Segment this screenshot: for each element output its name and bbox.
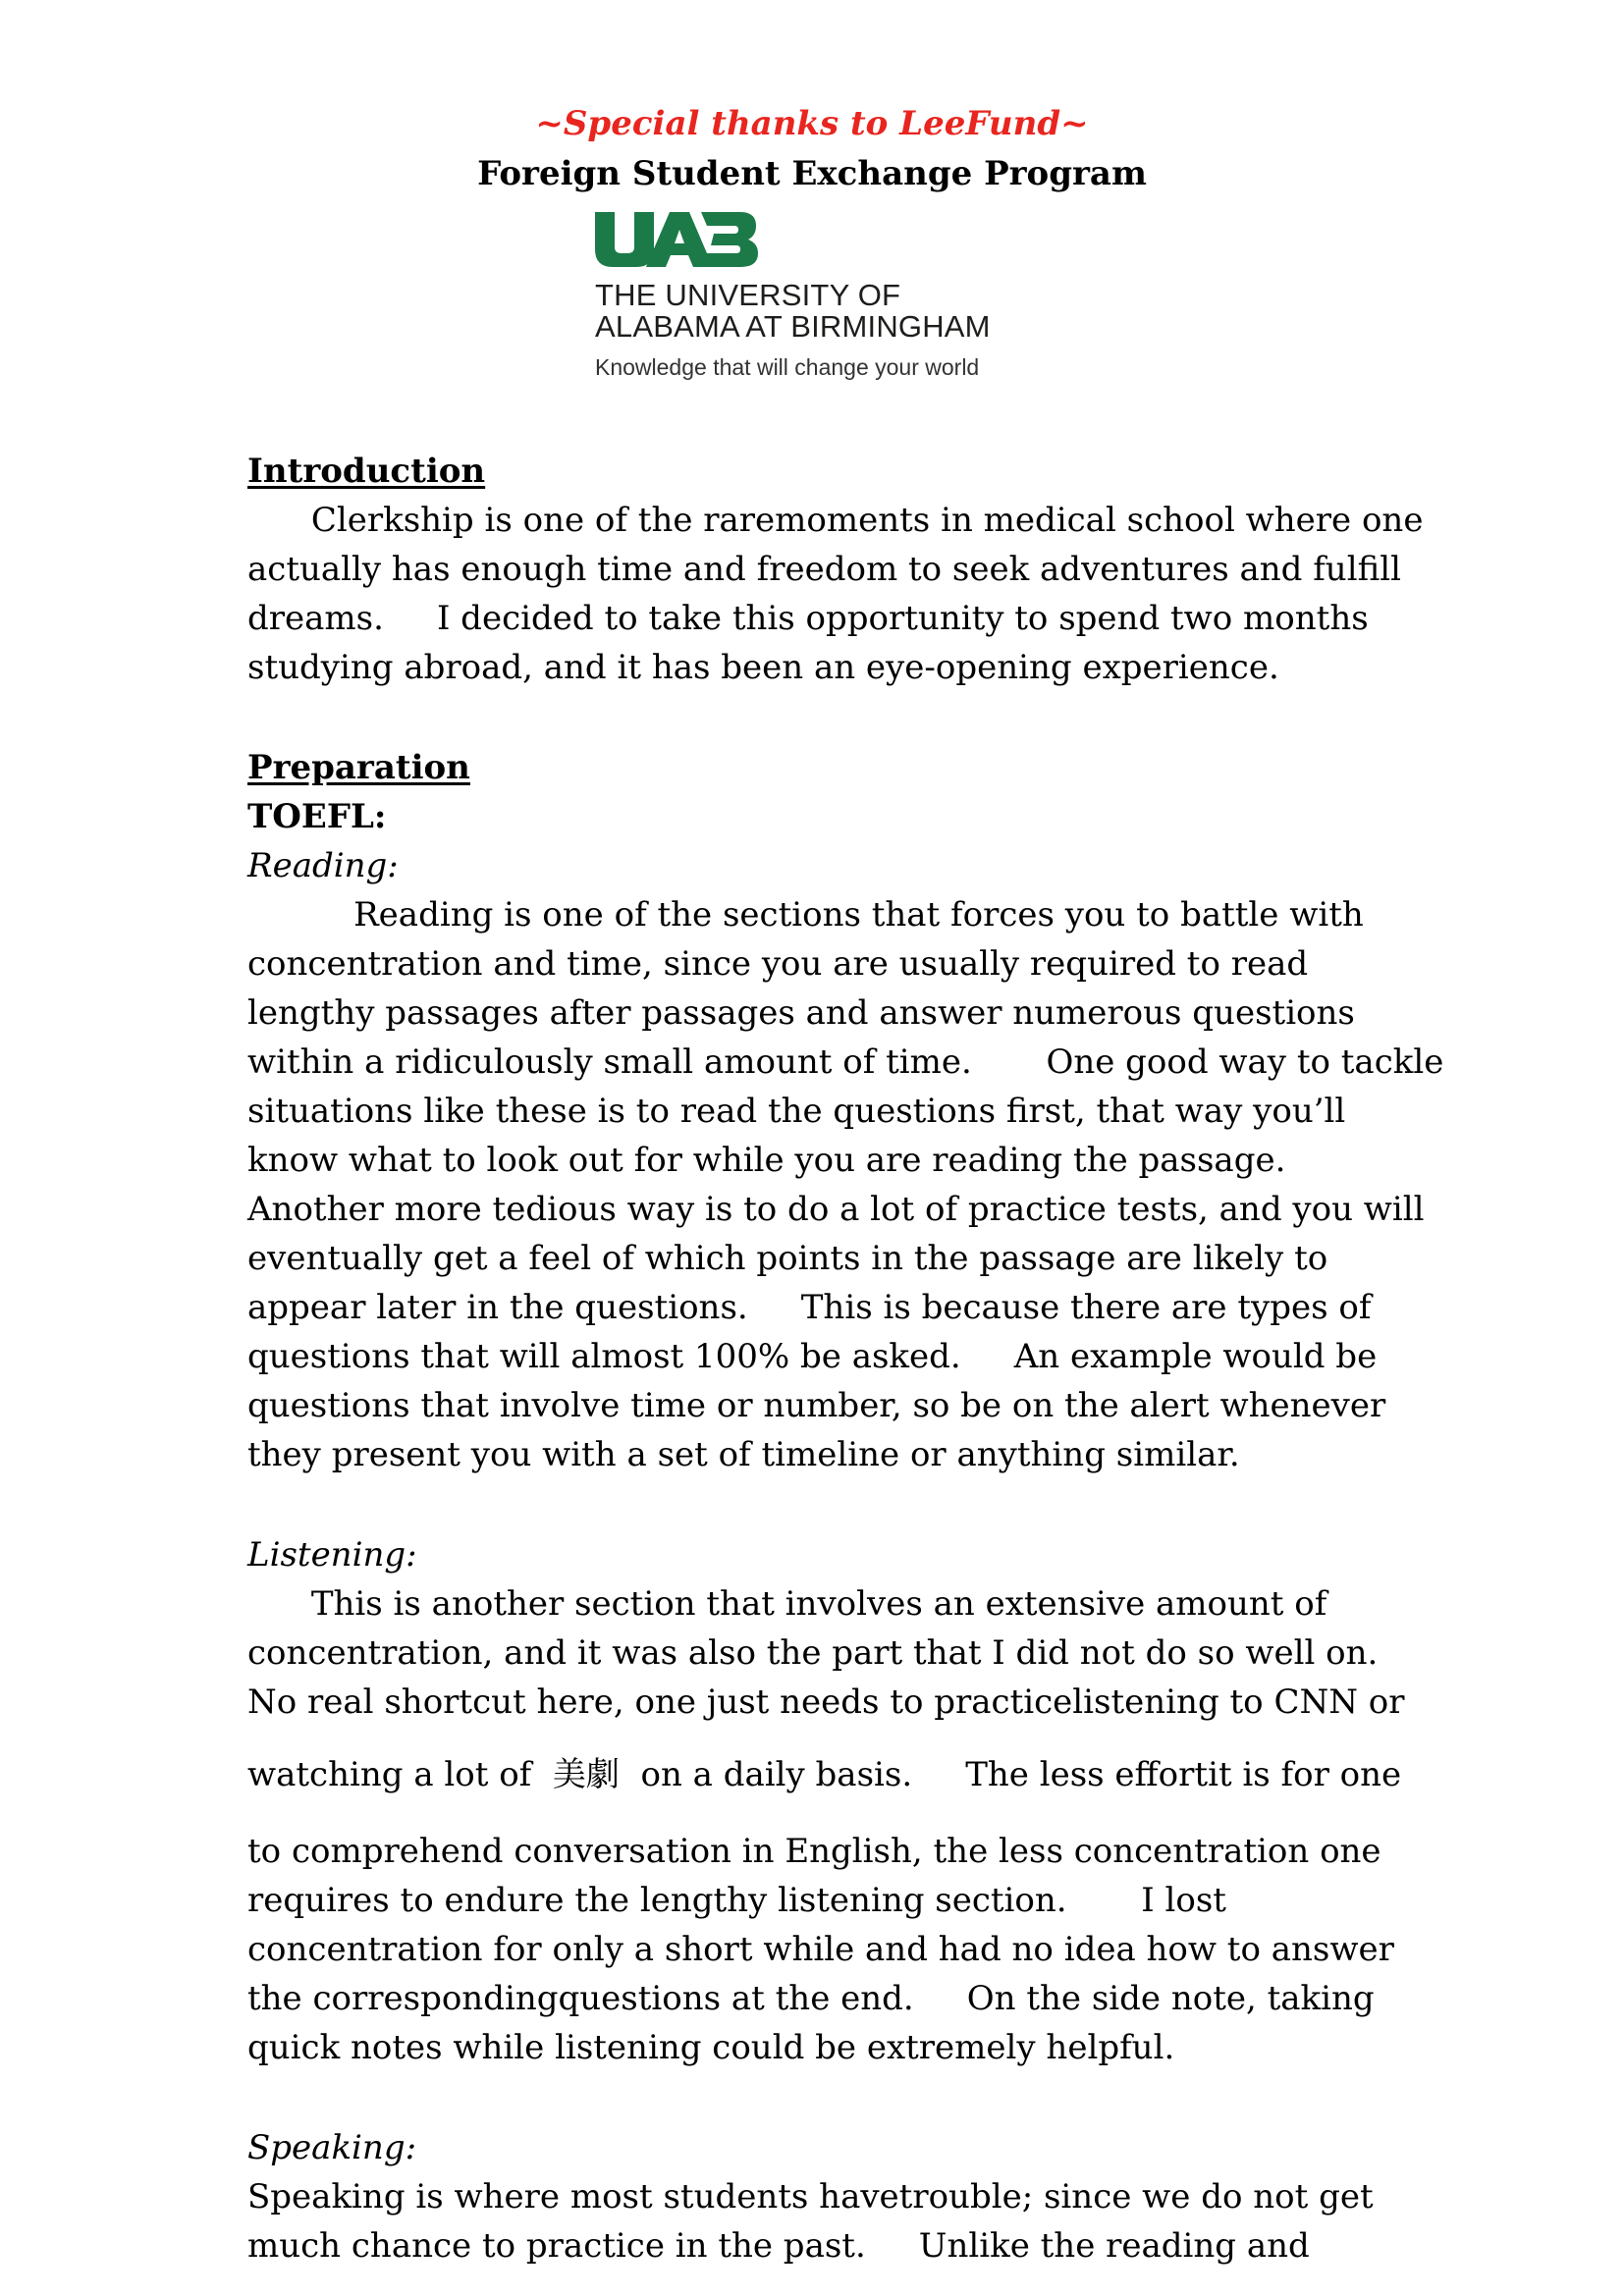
paragraph-line: know what to look out for while you are reading the passage. (247, 1141, 1286, 1180)
paragraph-line: situations like these is to read the questions first, that way you’ll (247, 1092, 1346, 1131)
paragraph-line: No real shortcut here, one just needs to practicelistening to CNN or (247, 1682, 1405, 1722)
paragraph-line: questions that involve time or number, so be on the alert whenever (247, 1386, 1386, 1425)
program-title: Foreign Student Exchange Program (477, 154, 1147, 193)
paragraph-line: questions that will almost 100% be asked. An example would be (247, 1337, 1378, 1376)
paragraph-line: concentration, and it was also the part that I did not do so well on. (247, 1633, 1379, 1673)
paragraph-line: eventually get a feel of which points in the passage are likely to (247, 1239, 1328, 1278)
paragraph-line: dreams. I decided to take this opportunity to spend two months (247, 599, 1369, 638)
paragraph-line: they present you with a set of timeline or anything similar. (247, 1435, 1240, 1474)
paragraph-line: much chance to practice in the past. Unlike the reading and (247, 2226, 1310, 2266)
reading-label: Reading: (247, 846, 399, 885)
thanks-line: ~Special thanks to LeeFund~ (535, 104, 1089, 143)
paragraph-line: within a ridiculously small amount of time. One good way to tackle (247, 1042, 1444, 1082)
paragraph-line: concentration and time, since you are usually required to read (247, 944, 1309, 984)
paragraph-line: the correspondingquestions at the end. On the side note, taking (247, 1979, 1375, 2018)
paragraph-line: concentration for only a short while and had no idea how to answer (247, 1930, 1394, 1969)
paragraph-line: requires to endure the lengthy listening section. I lost (247, 1881, 1226, 1920)
paragraph-line: actually has enough time and freedom to seek adventures and fulfill (247, 550, 1402, 589)
logo-name-line1: THE UNIVERSITY OF (595, 278, 901, 312)
paragraph-line: Clerkship is one of the raremoments in medical school where one (247, 501, 1424, 540)
paragraph-line: studying abroad, and it has been an eye-opening experience. (247, 648, 1279, 687)
paragraph-line: Reading is one of the sections that forces you to battle with (247, 895, 1364, 934)
uab-logo-mark (595, 212, 758, 267)
paragraph-line: This is another section that involves an extensive amount of (247, 1584, 1327, 1624)
logo-tagline: Knowledge that will change your world (595, 354, 980, 380)
toefl-label: TOEFL: (247, 797, 387, 836)
paragraph-line: lengthy passages after passages and answer numerous questions (247, 993, 1355, 1033)
preparation-heading: Preparation (247, 748, 470, 787)
paragraph-line: Speaking is where most students havetrouble; since we do not get (247, 2177, 1374, 2216)
paragraph-line: watching a lot of 美劇 on a daily basis. The less effortit is for one (247, 1755, 1402, 1794)
paragraph-line: Another more tedious way is to do a lot of practice tests, and you will (247, 1190, 1425, 1229)
speaking-label: Speaking: (247, 2128, 417, 2167)
paragraph-line: quick notes while listening could be extremely helpful. (247, 2028, 1175, 2067)
listening-label: Listening: (247, 1535, 417, 1575)
logo-name-line2: ALABAMA AT BIRMINGHAM (595, 309, 991, 344)
introduction-heading: Introduction (247, 452, 486, 491)
paragraph-line: to comprehend conversation in English, the less concentration one (247, 1832, 1381, 1871)
uab-logo (595, 212, 1056, 389)
paragraph-line: appear later in the questions. This is because there are types of (247, 1288, 1372, 1327)
